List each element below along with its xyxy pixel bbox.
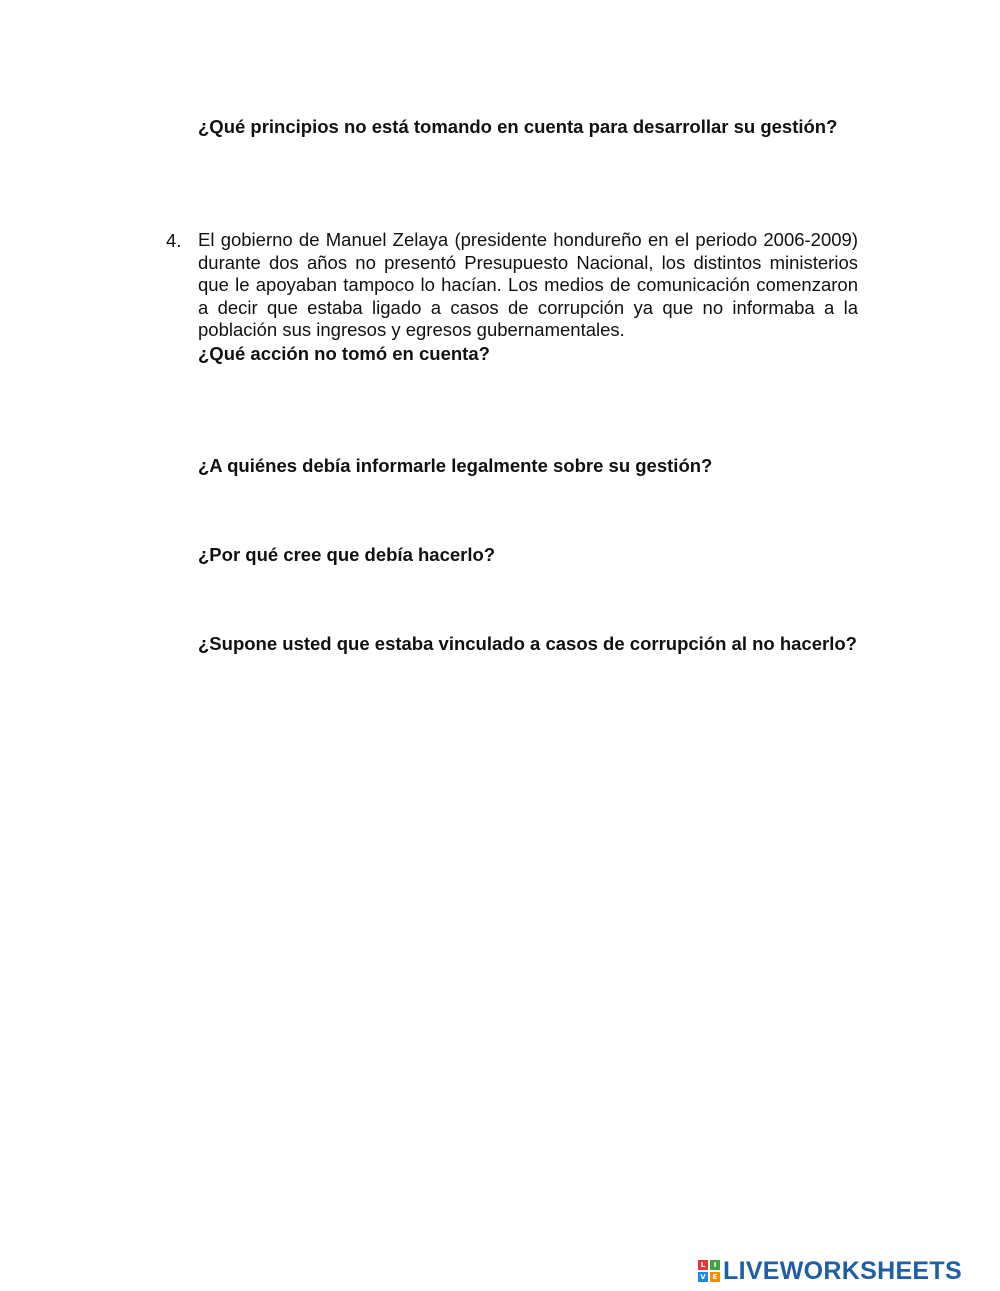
item-paragraph: El gobierno de Manuel Zelaya (presidente hondureño en el periodo 2006-2009) durante dos años no presentó Presupuesto Nacional, los distintos ministerios que le apoyaban tampoco lo hacían. Los medios de comunicación comenzaron a decir que estaba ligado a casos de corrupción ya que no informaba a la población sus ingresos y egresos gubernamentales. [198,229,858,341]
question-accion: ¿Qué acción no tomó en cuenta? [198,342,490,364]
logo-text: LIVEWORKSHEETS [723,1256,962,1285]
liveworksheets-logo [698,1257,962,1285]
question-principios: ¿Qué principios no está tomando en cuenta para desarrollar su gestión? [198,116,838,137]
logo-block-v: V [698,1272,708,1282]
list-item-4 [166,229,858,365]
logo-block-e: E [710,1272,720,1282]
logo-block-i: I [710,1260,720,1270]
question-a-quienes: ¿A quiénes debía informarle legalmente sobre su gestión? [198,455,713,476]
item-number: 4. [166,230,182,251]
question-por-que: ¿Por qué cree que debía hacerlo? [198,544,496,565]
logo-blocks-icon [698,1260,720,1282]
question-supone: ¿Supone usted que estaba vinculado a casos de corrupción al no hacerlo? [198,633,857,654]
logo-block-l: L [698,1260,708,1270]
